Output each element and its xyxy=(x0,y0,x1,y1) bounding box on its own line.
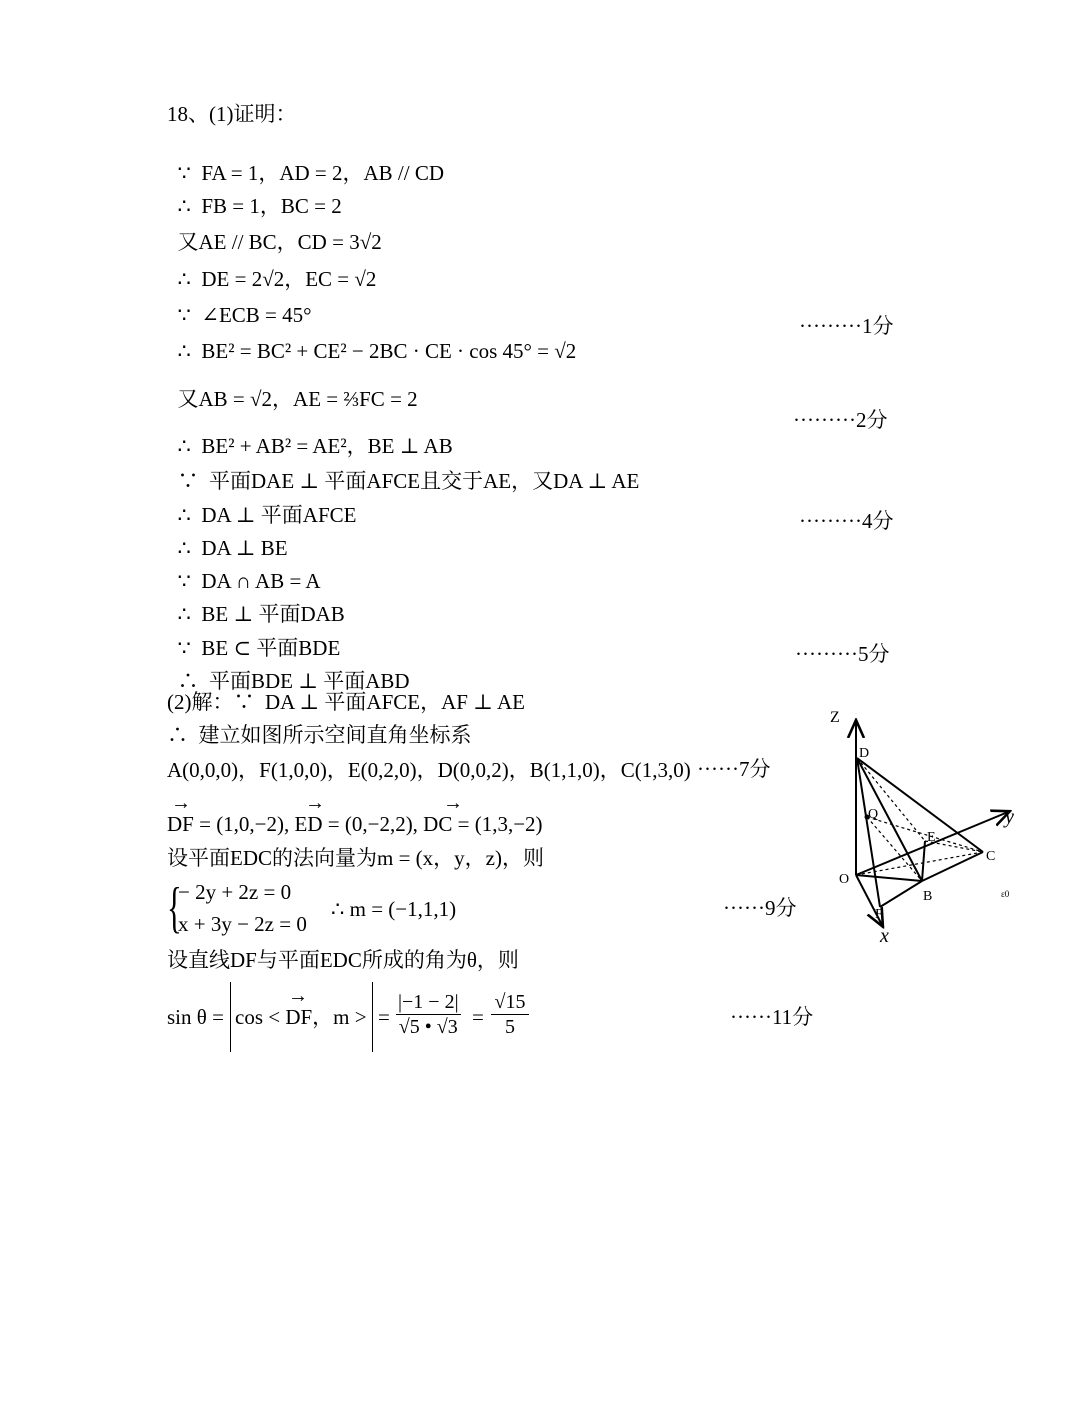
proof-line-4-text: ∴ DE = 2√2，EC = √2 xyxy=(177,267,377,291)
edge-fb xyxy=(880,881,922,907)
points-11: ······11分 xyxy=(730,1005,814,1029)
part1-heading: 18、(1)证明： xyxy=(167,102,297,126)
coordinates-line: A(0,0,0)，F(1,0,0)，E(0,2,0)，D(0,0,2)，B(1,1,0)，C(1,3,0) xyxy=(167,758,691,782)
edge-oc xyxy=(856,852,983,875)
proof-line-13-text: ∴ BE ⊥ 平面DAB xyxy=(177,602,345,626)
label-y: y xyxy=(1005,806,1014,828)
label-o: O xyxy=(839,872,850,887)
points-7: ······7分 xyxy=(697,757,771,781)
proof-line-15-text: ∴ 平面BDE ⊥ 平面ABD xyxy=(177,669,410,693)
coordinate-figure xyxy=(825,705,1025,945)
vector-arrow-ed: → xyxy=(305,792,325,814)
equation-1: − 2y + 2z = 0 xyxy=(178,880,292,904)
vector-arrow-df-2: → xyxy=(288,985,308,1007)
equals-2: = xyxy=(472,1005,484,1029)
proof-line-6 xyxy=(167,312,576,364)
equals-1: = xyxy=(378,1005,390,1029)
proof-line-15 xyxy=(167,642,410,694)
normal-vector-intro: 设平面EDC的法向量为m = (x，y，z)，则 xyxy=(167,846,544,870)
part2-heading: (2)解：∵ DA ⊥ 平面AFCE，AF ⊥ AE xyxy=(167,690,526,714)
points-5: ·········5分 xyxy=(795,642,890,666)
label-stray-mark: ε0 xyxy=(1001,889,1010,899)
proof-line-5-text: ∵ ∠ECB = 45° xyxy=(177,303,312,327)
fraction-1 xyxy=(396,990,461,1039)
abs-bar-left xyxy=(230,982,231,1052)
points-2: ·········2分 xyxy=(793,408,888,432)
proof-line-7 xyxy=(167,360,418,412)
label-f: F xyxy=(875,907,883,922)
proof-line-3-text: 又AE // BC，CD = 3√2 xyxy=(177,230,382,254)
vector-arrow-df: → xyxy=(171,792,191,814)
proof-line-2-text: ∴ FB = 1，BC = 2 xyxy=(177,194,342,218)
proof-line-8-text: ∴ BE² + AB² = AE²，BE ⊥ AB xyxy=(177,434,453,458)
fraction-1-numerator: |−1 − 2| xyxy=(398,991,459,1013)
points-9: ······9分 xyxy=(723,896,797,920)
points-1: ·········1分 xyxy=(799,314,894,338)
equation-2: x + 3y − 2z = 0 xyxy=(178,912,307,936)
fraction-1-denominator: √5 • √3 xyxy=(398,1016,458,1038)
vectors-line: DF = (1,0,−2), ED = (0,−2,2), DC = (1,3,−2) xyxy=(167,812,543,836)
proof-line-1-text: ∵ FA = 1，AD = 2，AB // CD xyxy=(177,161,445,185)
cos-expression: cos < DF，m > xyxy=(235,1005,367,1029)
proof-line-12-text: ∵ DA ∩ AB = A xyxy=(177,569,321,593)
proof-line-7-text: 又AB = √2，AE = ⅔FC = 2 xyxy=(177,387,418,411)
label-z: Z xyxy=(830,709,840,726)
proof-line-6-text: ∴ BE² = BC² + CE² − 2BC · CE · cos 45° = √2 xyxy=(177,339,577,363)
fraction-2-numerator: √15 xyxy=(491,990,529,1015)
label-e: E xyxy=(927,830,936,845)
label-c: C xyxy=(986,849,996,864)
label-b: B xyxy=(923,889,933,904)
normal-vector-result: ∴ m = (−1,1,1) xyxy=(331,897,457,921)
label-x: x xyxy=(880,925,889,945)
proof-line-14-text: ∵ BE ⊂ 平面BDE xyxy=(177,636,341,660)
abs-bar-right xyxy=(372,982,373,1052)
proof-line-11-text: ∴ DA ⊥ BE xyxy=(177,536,288,560)
system-brace: { xyxy=(167,877,182,939)
label-q: Q xyxy=(868,807,879,822)
angle-intro: 设直线DF与平面EDC所成的角为θ，则 xyxy=(167,948,519,972)
proof-line-9-text: ∵ 平面DAE ⊥ 平面AFCE且交于AE，又DA ⊥ AE xyxy=(177,469,640,493)
coord-system-line: ∴ 建立如图所示空间直角坐标系 xyxy=(167,723,472,747)
proof-line-10-text: ∴ DA ⊥ 平面AFCE xyxy=(177,503,357,527)
edge-bc xyxy=(922,852,983,881)
points-4: ·········4分 xyxy=(799,509,894,533)
edge-ob xyxy=(856,875,922,881)
edge-dc xyxy=(857,758,983,852)
label-d: D xyxy=(859,746,870,761)
fraction-2 xyxy=(491,990,529,1039)
fraction-2-denominator: 5 xyxy=(505,1016,515,1038)
vector-arrow-dc: → xyxy=(443,792,463,814)
sin-theta-lhs: sin θ = xyxy=(167,1005,224,1029)
